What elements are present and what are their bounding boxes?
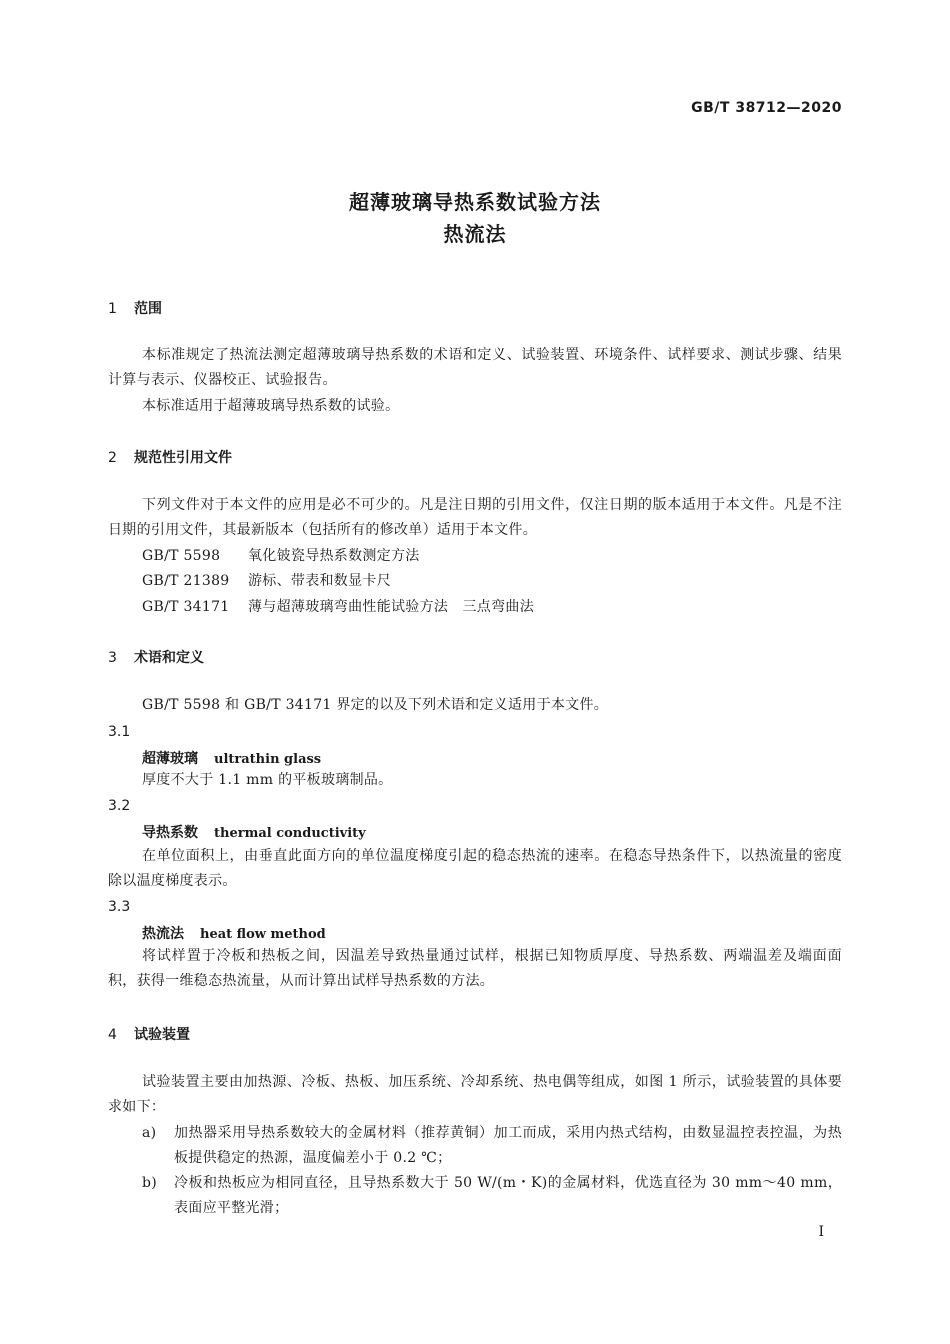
reference-name: 游标、带表和数显卡尺 [248, 573, 391, 589]
term-definition: 将试样置于冷板和热板之间，因温差导致热量通过试样，根据已知物质厚度、导热系数、两端温差及端面面积，获得一维稳态热流量，从而计算出试样导热系数的方法。 [108, 948, 842, 989]
list-item-label: a) [142, 1125, 157, 1141]
term-english: heat flow method [200, 927, 326, 942]
section-1-paragraph-1: 本标准规定了热流法测定超薄玻璃导热系数的术语和定义、试验装置、环境条件、试样要求、测试步骤、结果计算与表示、仪器校正、试验报告。 [108, 347, 842, 388]
section-4-heading [108, 1024, 190, 1044]
section-number: 2 [108, 450, 117, 466]
section-title: 范围 [134, 301, 162, 317]
list-item-label: b) [142, 1175, 158, 1191]
standard-code: GB/T 38712—2020 [691, 100, 842, 116]
term-number: 3.1 [108, 724, 131, 740]
term-entry [142, 923, 326, 943]
section-title: 术语和定义 [134, 650, 204, 666]
term-entry [142, 822, 366, 842]
section-3-heading [108, 647, 204, 667]
section-2-heading [108, 447, 232, 467]
term-english: ultrathin glass [214, 752, 322, 767]
section-title: 规范性引用文件 [134, 450, 232, 466]
list-item-text: 冷板和热板应为相同直径，且导热系数大于 50 W/(m・K)的金属材料，优选直径为 30 mm～40 mm，表面应平整光滑； [174, 1175, 842, 1216]
term-number: 3.3 [108, 899, 131, 915]
term-english: thermal conductivity [214, 826, 366, 841]
section-2-paragraph-1: 下列文件对于本文件的应用是必不可少的。凡是注日期的引用文件，仅注日期的版本适用于本文件。凡是不注日期的引用文件，其最新版本（包括所有的修改单）适用于本文件。 [108, 497, 842, 538]
term-definition: 厚度不大于 1.1 mm 的平板玻璃制品。 [142, 772, 393, 788]
reference-item [142, 595, 534, 620]
reference-name: 薄与超薄玻璃弯曲性能试验方法 三点弯曲法 [248, 599, 534, 615]
reference-name: 氧化铍瓷导热系数测定方法 [248, 548, 420, 564]
document-subtitle: 热流法 [443, 222, 507, 246]
term-definition: 在单位面积上，由垂直此面方向的单位温度梯度引起的稳态热流的速率。在稳态导热条件下，以热流量的密度除以温度梯度表示。 [108, 848, 842, 889]
list-item [142, 1121, 842, 1171]
list-item [142, 1171, 842, 1221]
document-title: 超薄玻璃导热系数试验方法 [349, 190, 601, 214]
section-3-paragraph-1: GB/T 5598 和 GB/T 34171 界定的以及下列术语和定义适用于本文件。 [142, 697, 609, 713]
reference-item [142, 569, 391, 594]
section-number: 3 [108, 650, 117, 666]
list-item-text: 加热器采用导热系数较大的金属材料（推荐黄铜）加工而成，采用内热式结构，由数显温控表控温，为热板提供稳定的热源，温度偏差小于 0.2 ℃； [174, 1125, 842, 1166]
reference-code: GB/T 5598 [142, 548, 221, 564]
section-number: 4 [108, 1027, 117, 1043]
section-title: 试验装置 [134, 1027, 190, 1043]
page-number: I [818, 1224, 824, 1240]
term-entry [142, 748, 321, 768]
section-4-paragraph-1: 试验装置主要由加热源、冷板、热板、加压系统、冷却系统、热电偶等组成，如图 1 所示，试验装置的具体要求如下： [108, 1074, 842, 1115]
reference-item [142, 544, 420, 569]
term-chinese: 热流法 [142, 926, 184, 942]
term-number: 3.2 [108, 798, 131, 814]
term-chinese: 超薄玻璃 [142, 751, 198, 767]
section-number: 1 [108, 301, 117, 317]
reference-code: GB/T 34171 [142, 599, 230, 615]
term-chinese: 导热系数 [142, 825, 198, 841]
section-1-heading [108, 298, 162, 318]
reference-code: GB/T 21389 [142, 573, 230, 589]
section-1-paragraph-2: 本标准适用于超薄玻璃导热系数的试验。 [142, 398, 400, 414]
